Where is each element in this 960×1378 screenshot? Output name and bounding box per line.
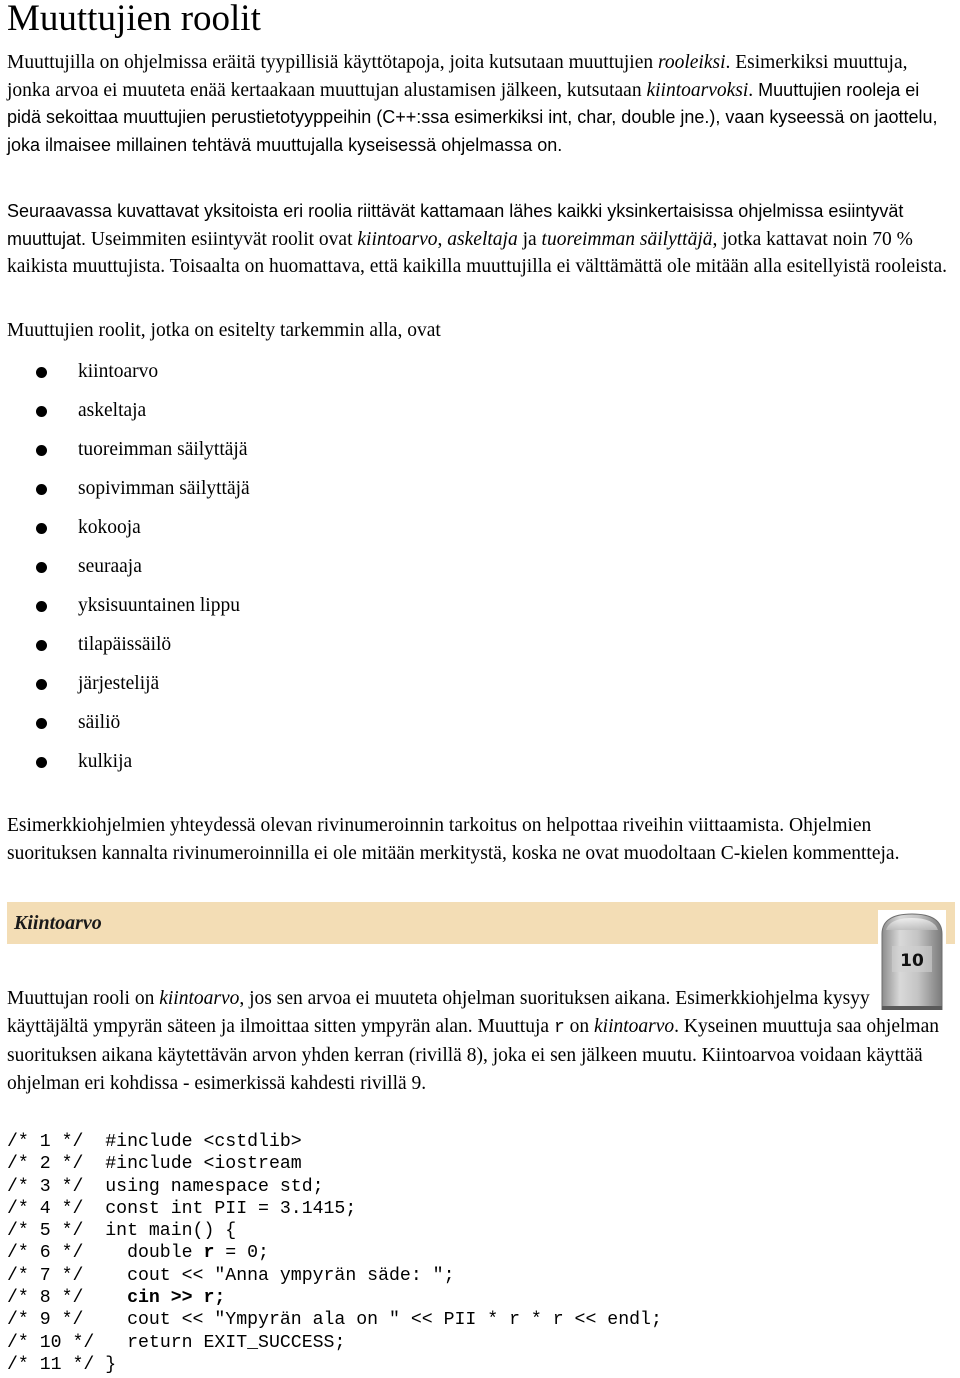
bullet-icon: [36, 367, 47, 378]
intro-term-kiintoarvoksi: kiintoarvoksi: [646, 79, 749, 101]
list-item: kokooja: [7, 508, 250, 547]
bullet-icon: [36, 601, 47, 612]
code-line: /* 1 */ #include <cstdlib>: [7, 1132, 302, 1152]
code-line: /* 11 */ }: [7, 1354, 117, 1375]
line-numbering-paragraph: Esimerkkiohjelmien yhteydessä olevan rivinumeroinnin tarkoitus on helpottaa riveihin viittaamista. Ohjelmien suorituksen kannalta rivinumeroinnilla ei ole mitään merkitystä, koska ne ovat muodoltaan C-kielen kommentteja.: [7, 815, 900, 864]
page-title: Muuttujien roolit: [7, 0, 261, 39]
code-line: /* 3 */ using namespace std;: [7, 1176, 324, 1197]
kiintoarvo-paragraph: [7, 985, 955, 1097]
bullet-icon: [36, 757, 47, 768]
list-item: askeltaja: [7, 391, 250, 430]
bullet-icon: [36, 640, 47, 651]
code-line: /* 4 */ const int PII = 3.1415;: [7, 1198, 357, 1219]
kiintoarvo-text-a: Muuttujan rooli on: [7, 988, 160, 1009]
intro-punct-1: .: [725, 52, 731, 73]
list-item: järjestelijä: [7, 664, 250, 703]
code-line: /* 10 */ return EXIT_SUCCESS;: [7, 1332, 346, 1353]
bullet-icon: [36, 523, 47, 534]
coverage-term-kiintoarvo: kiintoarvo: [357, 228, 438, 250]
coverage-text-e: , jotka kattavat noin 70 % kaikista muuttujista. Toisaalta on huomattava, että kaikilla muuttujilla ei välttämättä ole mitään alla esitellyistä rooleista.: [7, 228, 947, 277]
list-item: sopivimman säilyttäjä: [7, 469, 250, 508]
intro-text-3: Muuttujien rooleja ei pidä sekoittaa muuttujien perustietotyyppeihin (C++:ssa esimerkiksi int, char, double jne.), vaan kyseessä on jaottelu, joka ilmaisee millainen tehtävä muuttujalla kyseisessä ohjelmassa on.: [7, 79, 938, 155]
bullet-icon: [36, 679, 47, 690]
code-listing: [7, 1131, 662, 1376]
coverage-text-b: Useimmiten esiintyvät roolit ovat: [86, 228, 358, 250]
list-item: kiintoarvo: [7, 352, 250, 391]
bullet-icon: [36, 445, 47, 456]
code-line: /* 9 */ cout << "Ympyrän ala on " << PII * r * r << endl;: [7, 1310, 662, 1331]
coverage-text-d: ja: [517, 228, 542, 250]
kiintoarvo-text-d: . Kyseinen muuttuja saa ohjelman suorituksen aikana käytettävän arvon yhden kerran (rivillä 8), joka ei sen jälkeen muutu. Kiintoarvoa voidaan käyttää ohjelman eri kohdissa - esimerkissä kahdesti rivillä 9.: [7, 1015, 939, 1094]
bullet-icon: [36, 562, 47, 573]
roles-coverage-paragraph: [7, 198, 955, 281]
bullet-icon: [36, 484, 47, 495]
intro-term-rooleiksi: rooleiksi: [657, 52, 726, 73]
list-item: yksisuuntainen lippu: [7, 586, 250, 625]
section-title: Kiintoarvo: [14, 912, 102, 934]
roles-list: [7, 352, 250, 781]
variable-r-code: r: [553, 1017, 565, 1038]
coverage-text-c: ,: [437, 228, 448, 250]
list-item: tilapäissäilö: [7, 625, 250, 664]
gravestone-label: 10: [900, 951, 924, 971]
bullet-icon: [36, 718, 47, 729]
intro-text-1: Muuttujilla on ohjelmissa eräitä tyypillisiä käyttötapoja, joita kutsutaan muuttujien: [7, 52, 658, 73]
code-line: /* 6 */ double r = 0;: [7, 1243, 269, 1264]
coverage-term-tuoreimman: tuoreimman säilyttäjä: [541, 228, 713, 250]
coverage-term-askeltaja: askeltaja: [447, 228, 518, 250]
coverage-text-a: Seuraavassa kuvattavat yksitoista eri roolia riittävät kattamaan lähes kaikki yksinkertaisissa ohjelmissa esiintyvät muuttujat.: [7, 201, 904, 249]
code-line: /* 8 */ cin >> r;: [7, 1288, 226, 1309]
code-line: /* 7 */ cout << "Anna ympyrän säde: ";: [7, 1265, 455, 1286]
section-header-bar: [7, 902, 955, 944]
kiintoarvo-term-2: kiintoarvo: [594, 1015, 675, 1037]
intro-paragraph: [7, 49, 955, 159]
roles-intro-line: Muuttujien roolit, jotka on esitelty tarkemmin alla, ovat: [7, 320, 441, 341]
code-line: /* 2 */ #include <iostream: [7, 1154, 302, 1175]
kiintoarvo-text-b: , jos sen arvoa ei muuteta ohjelman suorituksen aikana. Esimerkkiohjelma kysyy käyttäjältä ympyrän säteen ja ilmoittaa sitten ympyrän alan. Muuttuja: [7, 988, 870, 1037]
kiintoarvo-term-1: kiintoarvo: [159, 988, 240, 1009]
kiintoarvo-text-c: on: [564, 1015, 594, 1037]
bullet-icon: [36, 406, 47, 417]
code-line: /* 5 */ int main() {: [7, 1221, 237, 1242]
list-item: säiliö: [7, 703, 250, 742]
intro-punct-2: .: [748, 79, 754, 101]
list-item: kulkija: [7, 742, 250, 781]
list-item: seuraaja: [7, 547, 250, 586]
list-item: tuoreimman säilyttäjä: [7, 430, 250, 469]
intro-text-2: Esimerkiksi muuttuja, jonka arvoa ei muuteta enää kertaakaan muuttujan alustamisen jälkeen, kutsutaan: [7, 52, 908, 101]
